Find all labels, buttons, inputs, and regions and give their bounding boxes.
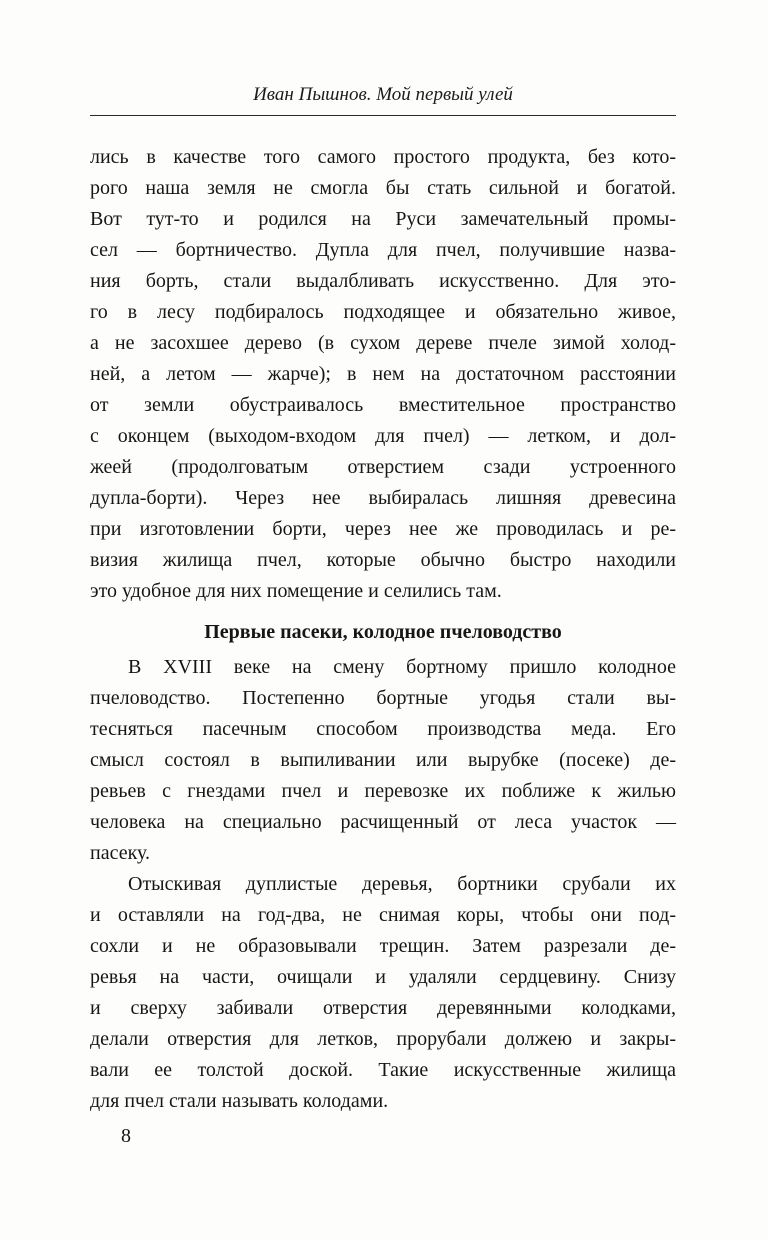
text-line: а не засохшее дерево (в сухом дереве пчеле зимой холод- (90, 332, 676, 354)
text-line: ния борть, стали выдалбливать искусственно. Для это- (90, 270, 676, 292)
text-line: при изготовлении борти, через нее же проводилась и ре- (90, 518, 676, 540)
text-line: визия жилища пчел, которые обычно быстро находили (90, 549, 676, 571)
text-line: дупла-борти). Через нее выбиралась лишняя древесина (90, 487, 676, 509)
text-line: и оставляли на год-два, не снимая коры, чтобы они под- (90, 904, 676, 926)
text-line: вали ее толстой доской. Такие искусственные жилища (90, 1059, 676, 1081)
text-line: Отыскивая дуплистые деревья, бортники срубали их (128, 873, 676, 895)
text-line: это удобное для них помещение и селились там. (90, 580, 502, 602)
text-line: го в лесу подбиралось подходящее и обязательно живое, (90, 301, 676, 323)
body-text (90, 142, 676, 1117)
page-number: 8 (121, 1125, 131, 1147)
text-line: лись в качестве того самого простого продукта, без кото- (90, 146, 676, 168)
text-line: ревьев с гнездами пчел и перевозке их поближе к жилью (90, 780, 676, 802)
text-line: В XVIII веке на смену бортному пришло колодное (128, 656, 676, 678)
text-line: от земли обустраивалось вместительное пространство (90, 394, 676, 416)
page-header (90, 84, 676, 116)
text-line: ревья на части, очищали и удаляли сердцевину. Снизу (90, 966, 676, 988)
text-line: для пчел стали называть колодами. (90, 1090, 389, 1112)
text-line: смысл состоял в выпиливании или вырубке (посеке) де- (90, 749, 676, 771)
text-line: пасеку. (90, 842, 151, 864)
header-rule (90, 115, 676, 116)
paragraph (90, 869, 676, 1117)
text-line: пчеловодство. Постепенно бортные угодья стали вы- (90, 687, 676, 709)
text-line: жеей (продолговатым отверстием сзади устроенного (90, 456, 676, 478)
text-line: с оконцем (выходом-входом для пчел) — летком, и дол- (90, 425, 676, 447)
text-line: и сверху забивали отверстия деревянными колодками, (90, 997, 676, 1019)
text-line: сохли и не образовывали трещин. Затем разрезали де- (90, 935, 676, 957)
text-line: сел — бортничество. Дупла для пчел, получившие назва- (90, 239, 676, 261)
paragraph (90, 142, 676, 607)
section-heading: Первые пасеки, колодное пчеловодство (204, 621, 562, 643)
running-title: Иван Пышнов. Мой первый улей (253, 84, 513, 105)
text-line: рого наша земля не смогла бы стать сильной и богатой. (90, 177, 676, 199)
text-line: тесняться пасечным способом производства меда. Его (90, 718, 676, 740)
paragraph (90, 652, 676, 869)
text-line: ней, а летом — жарче); в нем на достаточном расстоянии (90, 363, 676, 385)
text-line: делали отверстия для летков, прорубали должею и закры- (90, 1028, 676, 1050)
text-line: Вот тут-то и родился на Руси замечательный промы- (90, 208, 676, 230)
text-line: человека на специально расчищенный от леса участок — (90, 811, 676, 833)
